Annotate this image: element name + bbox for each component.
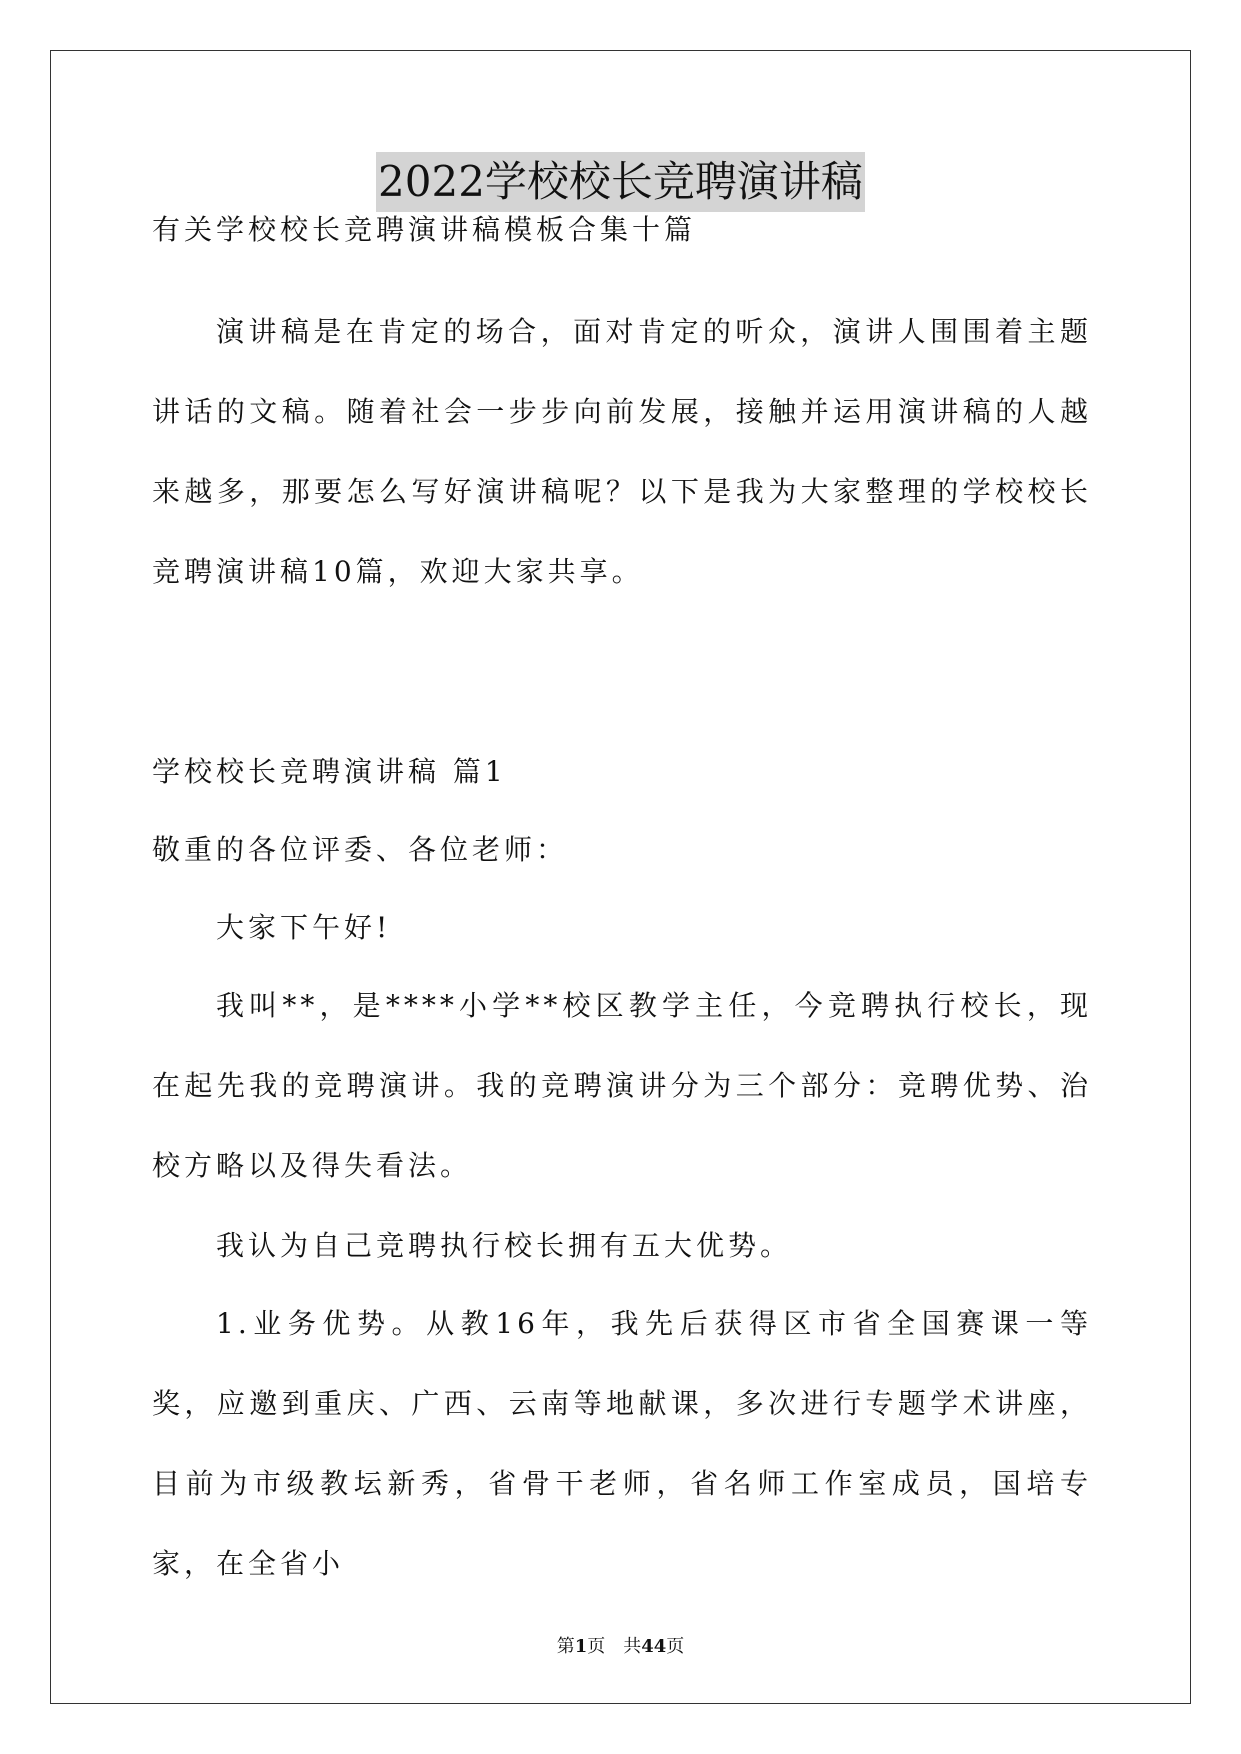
- footer-suffix: 页: [666, 1636, 685, 1657]
- greeting: 大家下午好!: [216, 911, 392, 944]
- salutation: 敬重的各位评委、各位老师：: [152, 833, 569, 866]
- body-paragraph-1: 我叫**，是****小学**校区教学主任，今竞聘执行校长，现在起先我的竞聘演讲。我的竞聘演讲分为三个部分：竞聘优势、治校方略以及得失看法。: [152, 989, 1092, 1182]
- footer-prefix: 第: [556, 1636, 575, 1657]
- body-paragraph-3: 1.业务优势。从教16年，我先后获得区市省全国赛课一等奖，应邀到重庆、广西、云南等地献课，多次进行专题学术讲座，目前为市级教坛新秀，省骨干老师，省名师工作室成员，国培专家，在全省小: [152, 1307, 1092, 1580]
- section-heading: 学校校长竞聘演讲稿 篇1: [152, 755, 507, 788]
- footer-mid: 页 共: [587, 1636, 642, 1657]
- body-paragraph-2: 我认为自己竞聘执行校长拥有五大优势。: [216, 1229, 793, 1262]
- document-subtitle: 有关学校校长竞聘演讲稿模板合集十篇: [152, 213, 697, 246]
- intro-paragraph: 演讲稿是在肯定的场合，面对肯定的听众，演讲人围围着主题讲话的文稿。随着社会一步步向前发展，接触并运用演讲稿的人越来越多，那要怎么写好演讲稿呢？以下是我为大家整理的学校校长竞聘演讲稿10篇，欢迎大家共享。: [152, 315, 1092, 588]
- page-footer: [0, 1632, 1241, 1658]
- document-title: 2022学校校长竞聘演讲稿: [376, 152, 865, 212]
- footer-total-pages: 44: [641, 1636, 667, 1657]
- footer-page-number: 1: [574, 1636, 588, 1657]
